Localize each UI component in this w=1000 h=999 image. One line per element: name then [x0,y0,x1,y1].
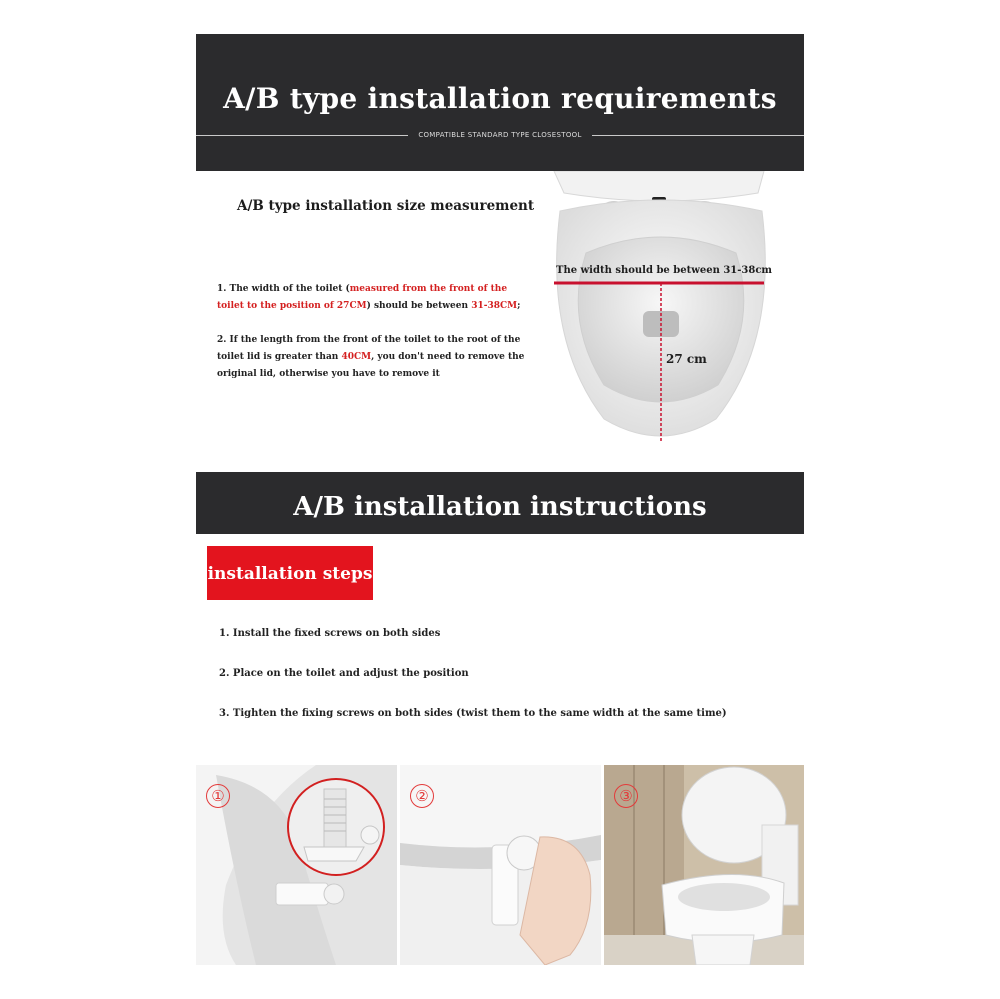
requirements-title: A/B type installation requirements [223,82,777,115]
instructions-banner [196,472,804,534]
point1-highlight-position: measured from the front of the toilet to the position of 27CM [217,284,508,311]
measurement-point-2 [217,332,537,383]
width-label: The width should be between 31-38cm [556,265,772,276]
step-2-number: ② [410,784,434,808]
toilet-diagram [546,171,776,446]
step-2-photo [400,765,601,965]
point2-suffix: , you don't need to remove the original lid, otherwise you have to remove it [217,352,525,379]
step-3-photo [604,765,804,965]
step-3-number: ③ [614,784,638,808]
point1-middle: ) should be between [366,301,472,311]
toilet-illustration [546,171,776,446]
measurement-point-1 [217,281,537,315]
step-1-photo [196,765,397,965]
length-label: 27 cm [666,352,707,366]
point2-prefix: 2. If the length from the front of the toilet to the root of the toilet lid is greater than [217,335,521,362]
step-2: 2. Place on the toilet and adjust the position [219,668,469,679]
step-1: 1. Install the fixed screws on both sides [219,628,441,639]
point2-highlight-length: 40CM [341,352,372,362]
installation-steps-badge: installation steps [207,546,373,600]
point1-highlight-range: 31-38CM [471,301,518,311]
requirements-subtitle: COMPATIBLE STANDARD TYPE CLOSESTOOL [418,131,582,139]
requirements-banner [196,34,804,171]
measurement-title: A/B type installation size measurement [237,198,535,214]
instructions-title: A/B installation instructions [293,492,707,522]
step-3: 3. Tighten the fixing screws on both sides (twist them to the same width at the same time) [219,708,727,719]
point1-suffix: ; [517,301,521,311]
step-1-number: ① [206,784,230,808]
point1-prefix: 1. The width of the toilet ( [217,284,350,294]
